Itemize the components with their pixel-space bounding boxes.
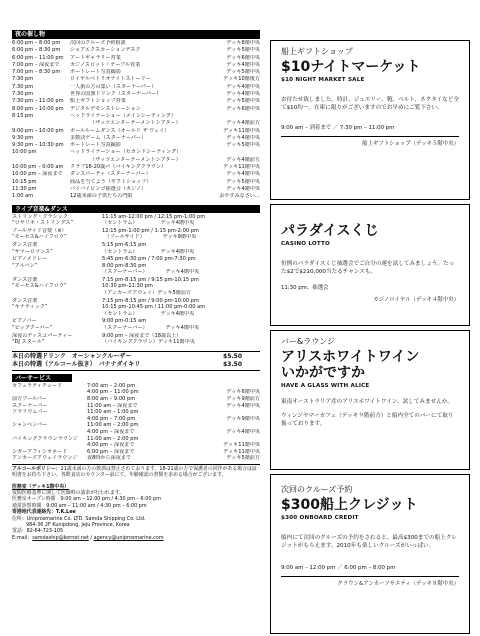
performer-line: “キナティック” bbox=[12, 304, 48, 311]
bar-hours: 4:00 pm – 7:00 pm bbox=[87, 415, 136, 422]
bar-hours: 11:00 am – 1:00 pm bbox=[87, 409, 139, 416]
live-music-item bbox=[12, 318, 260, 331]
event-time: 7:30 pm bbox=[12, 76, 34, 83]
performer bbox=[12, 228, 102, 241]
credit-body: 船内にて次回のクルーズの予約をされると、最高$300までの船上クレジットがもらえます。2010年も楽しいクルーズがいっぱい。 bbox=[281, 535, 458, 550]
event-name: ボールルームダンス（オールド ザ ウェイ） bbox=[70, 127, 170, 134]
performance-line: 9:00 pm-0:15 am bbox=[102, 318, 147, 325]
wine-body: 東南オーストラリア産のアリスホワイトワイン、試してみませんか。 bbox=[281, 399, 454, 406]
medical-line: 夜間医療基準に関して医師料の請求が行われます。 bbox=[12, 490, 125, 497]
bar-name: カフェラティチュード bbox=[12, 382, 63, 389]
event-location: デッキ11階中央 bbox=[223, 127, 260, 134]
performance-line: （セントラム） デッキ4階中央 bbox=[102, 220, 195, 227]
bar-location: デッキ4階中央 bbox=[226, 428, 260, 435]
credit-place: クラウン&アンカーソサエティ（デッキ８階中央） bbox=[337, 581, 459, 588]
schedule-row bbox=[12, 157, 260, 164]
gift-title: $10ナイトマーケット bbox=[281, 59, 421, 75]
event-location: デッキ5階中央 bbox=[226, 47, 260, 54]
drink-special-row bbox=[12, 353, 260, 361]
email-link[interactable]: agency@uniprosmarine.com bbox=[93, 534, 164, 541]
performer-line: “アルバン” bbox=[12, 262, 38, 269]
credit-hours: 9:00 am – 12:00 pm ／ 6:00 pm – 8:00 pm bbox=[281, 565, 396, 572]
event-location: デッキ4階中央 bbox=[226, 61, 260, 68]
performance-line: 7:15 pm-8:15 pm / 9:15 pm-10:15 pm bbox=[102, 276, 199, 283]
event-location: デッキ6階中央 bbox=[226, 54, 260, 61]
bar-location bbox=[197, 409, 260, 416]
event-time: 6:00 pm – 8:30 pm bbox=[12, 47, 61, 54]
bar-row bbox=[12, 455, 260, 462]
bar-name: シャンペンバー bbox=[12, 422, 48, 429]
event-time: 7:00 pm – 深夜まで bbox=[12, 61, 60, 68]
medical-line: 通常診察時間 9:00 am – 11:00 am / 4:30 pm – 6:00 pm bbox=[12, 502, 147, 509]
event-name: （ザッツエンターテーメントシアター） bbox=[90, 120, 181, 127]
schedule-row bbox=[12, 149, 260, 156]
gift-en-title: $10 NIGHT MARKET SALE bbox=[281, 77, 365, 84]
credit-kicker: 次回のクルーズ予約 bbox=[281, 485, 353, 494]
schedule-row bbox=[12, 76, 260, 83]
event-time: 10:00 pm – 0:00 am bbox=[12, 164, 64, 171]
event-time: 11:30 pm bbox=[12, 185, 37, 192]
bar-location: デッキ11階中央 bbox=[223, 442, 260, 449]
live-music-item bbox=[12, 277, 260, 297]
event-time: 7:30 pm bbox=[12, 83, 34, 90]
performer-line: ダンス音楽 bbox=[12, 276, 38, 283]
bar-row bbox=[12, 403, 260, 410]
gift-shop-box bbox=[270, 40, 470, 200]
performance-times bbox=[102, 256, 260, 276]
bar-row bbox=[12, 436, 260, 443]
event-time: 8:15 pm bbox=[12, 112, 34, 119]
bar-row bbox=[12, 422, 260, 429]
performer-line: “ロサリオ・ストリングス” bbox=[12, 220, 74, 227]
performer bbox=[12, 333, 102, 346]
event-name: ポートレート写真撮影 bbox=[70, 142, 121, 149]
performance-times bbox=[102, 214, 260, 227]
bar-name: スクーナーバー bbox=[12, 402, 48, 409]
bar-name: アンカーズアウェイラウンジ bbox=[12, 455, 78, 462]
night-events-header: 夜の催し物 bbox=[12, 30, 260, 39]
bar-name bbox=[12, 429, 87, 436]
bar-hours: 11:00 am – 深夜まで bbox=[87, 402, 138, 409]
performance-line: 8:00 pm-8:30 pm bbox=[102, 262, 147, 269]
performer bbox=[12, 318, 102, 331]
event-name: バイバイビンゴ抽選会（カジノ） bbox=[70, 185, 147, 192]
event-location: デッキ4階中央 bbox=[226, 171, 260, 178]
medical-info bbox=[12, 484, 260, 541]
wine-title: いかがですか bbox=[281, 365, 365, 382]
event-name: （ザッツエンターテーメントシアター） bbox=[90, 156, 181, 163]
event-time: 7:30 pm – 11:00 pm bbox=[12, 98, 64, 105]
schedule-row bbox=[12, 142, 260, 149]
event-location: デッキ5階中央 bbox=[226, 69, 260, 76]
credit-en-title: $300 ONBOARD CREDIT bbox=[281, 515, 359, 522]
bar-hours: 4:00 pm – 深夜まで bbox=[87, 442, 135, 449]
event-location: デッキ4階中央 bbox=[226, 134, 260, 141]
event-name: クラブ18-20歳パ（バイキングクラウン） bbox=[70, 164, 167, 171]
event-time: 9:00 pm – 10:00 pm bbox=[12, 127, 64, 134]
event-location: デッキ4階中央 bbox=[226, 185, 260, 192]
event-location bbox=[190, 113, 260, 120]
event-name: アートギャラリー営業 bbox=[70, 54, 121, 61]
wine-title: アリスホワイトワイン bbox=[281, 349, 420, 365]
event-time: 6:00 pm – 8:00 pm bbox=[12, 40, 61, 46]
performer-line: ピアノバー bbox=[12, 318, 37, 325]
bar-name bbox=[12, 389, 87, 396]
gift-body: お待たせ致しました。時計、ジュエリー、鞄、ベルト、ネクタイなど全て$10均一。在庫に限りがございますのでお早めにご覧下さい。 bbox=[281, 97, 459, 112]
event-location: デッキ8階中央 bbox=[226, 40, 260, 46]
bar-hours: 4:00 pm – 11:00 pm bbox=[87, 389, 139, 396]
event-name: 次回のクルーズ予約相談 bbox=[70, 40, 126, 46]
divider bbox=[281, 576, 459, 577]
drink-label: 本日の特選ドリンク オーシャンクルーザー bbox=[12, 352, 132, 360]
bar-hours: 11:00 am – 2:00 pm bbox=[87, 422, 139, 429]
performer-line: ダンス音楽 bbox=[12, 241, 38, 248]
performance-line: 11:15 am-12:00 pm / 12:15 pm-1:00 pm bbox=[102, 213, 206, 220]
schedule-row bbox=[12, 179, 260, 186]
performer-line: “ビッグクーパー” bbox=[12, 325, 53, 332]
performer-line: 深夜のディスコパーティー bbox=[12, 332, 73, 339]
address-line: 住所：Uniprosmarine Co. LTD. Samda Shipping Co. Ltd. bbox=[12, 515, 146, 522]
telephone: 電話：82-64-723-105 bbox=[12, 528, 64, 535]
performance-line: （セントラム） デッキ4階中央 bbox=[102, 248, 195, 255]
bar-row bbox=[12, 449, 260, 456]
schedule-row bbox=[12, 40, 260, 47]
bar-location: デッキ5階前方 bbox=[226, 455, 260, 462]
schedule-row bbox=[12, 62, 260, 69]
bar-row bbox=[12, 442, 260, 449]
bar-hours: 4:00 pm – 深夜まで bbox=[87, 428, 135, 435]
schedule-row bbox=[12, 128, 260, 135]
event-time: 9:30 pm – 10:30 pm bbox=[12, 142, 64, 149]
bar-service-header: バーサービス bbox=[12, 374, 72, 382]
night-events-list bbox=[12, 40, 260, 201]
credit-title: $300船上クレジット bbox=[281, 497, 418, 513]
event-name: ロイヤルベトリオナイトストーリー bbox=[70, 76, 151, 83]
schedule-row bbox=[12, 193, 260, 200]
performance-times bbox=[102, 228, 260, 241]
schedule-row bbox=[12, 120, 260, 127]
wine-kicker: バー&ラウンジ bbox=[281, 337, 336, 346]
event-location: デッキ5階中央 bbox=[226, 178, 260, 185]
event-name: カジノスロット・テーブル営業 bbox=[70, 61, 141, 68]
schedule-row bbox=[12, 171, 260, 178]
gift-place: 船上ギフトショップ（デッキ５階中央） bbox=[362, 141, 459, 148]
event-time: 7:30 pm bbox=[12, 91, 34, 98]
bar-hours: 夜8時から深夜まで bbox=[87, 455, 131, 462]
performance-line: 12:15 pm-1:00 pm / 1:15 pm-2:00 pm bbox=[102, 227, 199, 234]
performance-times bbox=[102, 242, 260, 255]
event-time: 10:00 pm – 深夜まで bbox=[12, 171, 63, 178]
performance-line: （スクーナーバー） デッキ4階中央 bbox=[102, 325, 200, 332]
performer-line: ピアノメドレー bbox=[12, 256, 48, 263]
drink-price: $5.50 bbox=[223, 352, 242, 360]
performance-line: 10:30 pm-11:30 pm bbox=[102, 283, 153, 290]
lotto-body: 恒例のパラダイスくじ抽選会でご自分の運を試してみましょう。たった$2で$210,000当たるチャンスも。 bbox=[281, 261, 455, 276]
wine-en-title: HAVE A GLASS WITH ALICE bbox=[281, 383, 370, 390]
performer-line: “サマーロマンス” bbox=[12, 248, 53, 255]
event-name: デジタルデモンストレーション bbox=[70, 105, 141, 112]
gift-hours: 9:00 am – 到着まで ／ 7:30 pm – 11:00 pm bbox=[281, 125, 395, 132]
lotto-place: カジノロイヤル（デッキ４階中央） bbox=[373, 297, 459, 304]
schedule-row bbox=[12, 47, 260, 54]
performer-line: プールサイド音楽（※） bbox=[12, 227, 67, 234]
performance-line: （セントラム） デッキ4階中央 bbox=[102, 310, 195, 317]
event-location: おやすみなさい… bbox=[219, 193, 260, 200]
event-time bbox=[12, 120, 70, 127]
performer bbox=[12, 214, 102, 227]
event-name: ショアエクスカーションデスク bbox=[70, 47, 141, 54]
event-location: デッキ4階中央 bbox=[226, 83, 260, 90]
bar-service-list bbox=[12, 383, 260, 462]
divider bbox=[281, 136, 459, 137]
schedule-row bbox=[12, 98, 260, 105]
event-name: 船上ギフトショップ営業 bbox=[70, 98, 126, 105]
event-location: デッキ4階前方 bbox=[226, 156, 260, 163]
event-name: ヘッドライナーショー（メインシーティング） bbox=[70, 112, 177, 119]
schedule-row bbox=[12, 186, 260, 193]
event-time: 1:00 am bbox=[12, 193, 34, 200]
bar-hours: 7:00 am – 2:00 pm bbox=[87, 382, 136, 389]
live-music-header: ライブ音楽&ダンス bbox=[12, 205, 260, 213]
bar-hours: 11:00 am – 2:00 pm bbox=[87, 435, 139, 442]
event-time: 9:30 pm bbox=[12, 134, 34, 141]
live-music-list bbox=[12, 214, 260, 346]
performer-line: “DJ スタール” bbox=[12, 339, 45, 346]
event-name: 多数決ゲーム（スターナーパー） bbox=[70, 134, 147, 141]
event-name: 一人旅の方の集い（スターナーパー） bbox=[70, 83, 157, 90]
drink-specials bbox=[12, 351, 260, 371]
schedule-row bbox=[12, 91, 260, 98]
bar-name: ソラリウムバー bbox=[12, 409, 48, 416]
performer-line: ストリング・クラシック bbox=[12, 213, 68, 220]
medical-title: 医務室（デッキ1階中央） bbox=[12, 483, 70, 490]
bar-location: デッキ6階中央 bbox=[226, 389, 260, 396]
bar-row bbox=[12, 389, 260, 396]
lotto-title: パラダイスくじ bbox=[281, 223, 379, 239]
left-column bbox=[12, 30, 260, 541]
performer-line: ダンス音楽 bbox=[12, 297, 38, 304]
bar-name bbox=[12, 442, 87, 449]
bar-name: シガーアフィシオネード bbox=[12, 448, 68, 455]
schedule-row bbox=[12, 55, 260, 62]
performance-line: （バイキングクラウン）デッキ11階中央 bbox=[102, 339, 195, 346]
performer bbox=[12, 298, 102, 318]
bar-row bbox=[12, 396, 260, 403]
live-music-item bbox=[12, 214, 260, 227]
event-location: デッキ4階中央 bbox=[226, 91, 260, 98]
wine-box bbox=[270, 330, 470, 470]
lotto-en-title: CASINO LOTTO bbox=[281, 241, 330, 248]
drink-price: $3.50 bbox=[223, 360, 242, 368]
performance-line: 5:15 pm-6:15 pm bbox=[102, 241, 147, 248]
performance-times bbox=[102, 298, 260, 318]
event-name: ヘッドライナーショー（セカンドシーティング） bbox=[70, 149, 182, 156]
performer bbox=[12, 277, 102, 297]
event-location: デッキ11階中央 bbox=[223, 164, 260, 171]
bar-location: デッキ4階中央 bbox=[226, 402, 260, 409]
performer-line: “モーセス&ハイフロウ” bbox=[12, 283, 67, 290]
event-time: 8:00 pm – 10:00 pm bbox=[12, 105, 64, 112]
event-location: デッキ5階中央 bbox=[226, 142, 260, 149]
bar-row bbox=[12, 429, 260, 436]
bar-row bbox=[12, 416, 260, 423]
schedule-row bbox=[12, 84, 260, 91]
performance-line: 7:15 pm-8:15 pm / 9:00 pm-10:00 pm bbox=[102, 297, 199, 304]
port-agent-title: 寄港地代表連絡先：T.K.Lee bbox=[12, 509, 76, 516]
performance-times bbox=[102, 277, 260, 297]
schedule-row bbox=[12, 164, 260, 171]
performance-times bbox=[102, 333, 260, 346]
gift-kicker: 船上ギフトショップ bbox=[281, 47, 353, 56]
bar-location: デッキ9階前方 bbox=[226, 396, 260, 402]
wine-body: ウィンジヤマーカフェ（デッキ９階前方）と船内全てのバーにて取り扱っております。 bbox=[281, 413, 454, 428]
medical-line: 医務室オープン時間 9:00 am – 12:00 pm / 4:30 pm – 6:00 pm bbox=[12, 496, 161, 503]
live-music-item bbox=[12, 298, 260, 318]
performer bbox=[12, 242, 102, 255]
address-line: 984-36 2F Kunipdong, Jeju Province, Korea bbox=[26, 521, 130, 528]
event-name: 12歳未満の子供たちの門限 bbox=[70, 193, 133, 200]
event-time: 10:15 pm bbox=[12, 178, 37, 185]
bar-hours: 6:00 pm – 深夜まで bbox=[87, 448, 135, 455]
performer bbox=[12, 256, 102, 276]
live-music-item bbox=[12, 333, 260, 346]
performance-line: （スクーナーバー） デッキ4階中央 bbox=[102, 269, 200, 276]
event-time bbox=[12, 157, 70, 164]
performance-line: （アンカーズアウェイ）デッキ5階前方 bbox=[102, 290, 192, 297]
event-location: デッキ4階前方 bbox=[226, 120, 260, 127]
event-location bbox=[190, 149, 260, 156]
event-name: ダンスパーティ（スターナーパー） bbox=[70, 171, 151, 178]
performance-line: （プールサイド） デッキ9階中央 bbox=[102, 234, 197, 241]
live-music-item bbox=[12, 256, 260, 276]
event-time: 7:00 pm – 8:30 pm bbox=[12, 69, 61, 76]
performance-times bbox=[102, 318, 260, 331]
event-location: デッキ10階後方 bbox=[223, 76, 260, 83]
bar-location bbox=[197, 383, 260, 390]
email-line: E-mail：samdaship@kornet.net / agency@uniprosmarine.com bbox=[12, 534, 164, 541]
lotto-time: 11:30 pm、抽選会 bbox=[281, 285, 329, 292]
drink-label: 本日の特選（アルコール抜き） バナナダイキリ bbox=[12, 360, 141, 368]
performer-line: “モーセス&ハイフロウ” bbox=[12, 234, 67, 241]
bar-row bbox=[12, 409, 260, 416]
alcohol-policy: アルコールポリシー：21歳未満の方の飲酒は禁止されております。18-21歳の方で保護者の同伴がある場合は証明書をお持ち下さい。各飲食店のカウンター前にて、年齢確認の書類を求める場合がございます。 bbox=[12, 464, 260, 479]
drink-special-row bbox=[12, 361, 260, 369]
event-location: デッキ6階中央 bbox=[226, 105, 260, 112]
casino-lotto-box bbox=[270, 204, 470, 326]
bar-location bbox=[197, 422, 260, 429]
bar-name: 前方プールバー bbox=[12, 396, 48, 402]
bar-row bbox=[12, 383, 260, 390]
schedule-row bbox=[12, 106, 260, 113]
performance-line: 10:15 pm-10:45 pm / 11:00 pm-0:00 am bbox=[102, 304, 206, 311]
event-time: 6:00 pm – 11:00 pm bbox=[12, 54, 64, 61]
event-name: 商品を当てよう（ギフトショップ） bbox=[70, 178, 152, 185]
bar-name: バイキングクラウンラウンジ bbox=[12, 435, 78, 442]
event-location: デッキ5階中央 bbox=[226, 98, 260, 105]
event-time: 10:00 pm bbox=[12, 149, 37, 156]
performance-line: 5:45 pm-6:30 pm / 7:00 pm-7:30 pm bbox=[102, 256, 196, 263]
performance-line: 9:00 pm – 深夜まで（18歳以上） bbox=[102, 332, 182, 339]
bar-location bbox=[197, 436, 260, 443]
live-music-item bbox=[12, 242, 260, 255]
event-name: ポートレート写真撮影 bbox=[70, 69, 121, 76]
event-name: 世界の国旗ドリンク（スターナーパー） bbox=[70, 91, 162, 98]
bar-location: デッキ9階中央 bbox=[226, 415, 260, 422]
schedule-row bbox=[12, 69, 260, 76]
schedule-row bbox=[12, 135, 260, 142]
schedule-row bbox=[12, 113, 260, 120]
email-link[interactable]: samdaship@kornet.net bbox=[32, 534, 89, 541]
bar-hours: 8:00 am – 9:00 pm bbox=[87, 396, 136, 402]
bar-name bbox=[12, 416, 87, 423]
bar-location: デッキ11階中央 bbox=[223, 448, 260, 455]
onboard-credit-box bbox=[270, 474, 470, 634]
live-music-item bbox=[12, 228, 260, 241]
